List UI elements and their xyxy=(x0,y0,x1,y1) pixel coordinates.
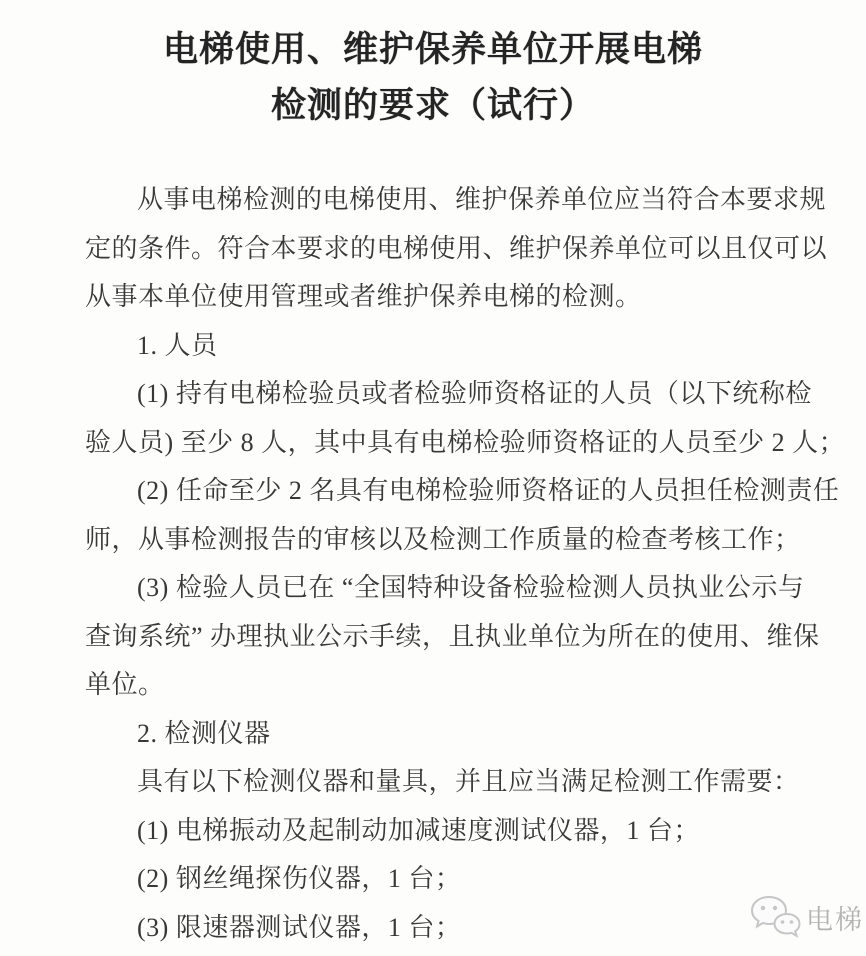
document-line: 单位。 xyxy=(85,670,165,699)
document-line: (1) 持有电梯检验员或者检验师资格证的人员（以下统称检 xyxy=(137,379,812,408)
document-title-line-1: 电梯使用、维护保养单位开展电梯 xyxy=(162,30,703,69)
wechat-icon xyxy=(748,892,802,942)
document-line: 具有以下检测仪器和量具，并且应当满足检测工作需要： xyxy=(137,767,800,796)
watermark xyxy=(748,892,864,942)
document-line: 从事电梯检测的电梯使用、维护保养单位应当符合本要求规 xyxy=(137,185,827,214)
document-line: (3) 检验人员已在 “全国特种设备检验检测人员执业公示与 xyxy=(137,573,805,602)
document-line: 师，从事检测报告的审核以及检测工作质量的检查考核工作； xyxy=(85,524,801,554)
document-title xyxy=(0,0,866,134)
document-line: 查询系统” 办理执业公示手续，且执业单位为所在的使用、维保 xyxy=(85,621,820,651)
watermark-label: 电梯 xyxy=(806,904,864,935)
section-heading-personnel: 1. 人员 xyxy=(137,330,218,360)
document-body xyxy=(85,176,846,952)
section-heading-instruments: 2. 检测仪器 xyxy=(137,718,271,748)
document-line: 验人员) 至少 8 人，其中具有电梯检验师资格证的人员至少 2 人； xyxy=(85,427,846,457)
document-line: (2) 任命至少 2 名具有电梯检验师资格证的人员担任检测责任 xyxy=(137,476,840,505)
document-line: 从事本单位使用管理或者维护保养电梯的检测。 xyxy=(85,282,642,311)
document-line: (1) 电梯振动及起制动加减速度测试仪器，1 台； xyxy=(137,815,700,845)
document-line: (3) 限速器测试仪器，1 台； xyxy=(137,912,462,942)
document-line: (2) 钢丝绳探伤仪器，1 台； xyxy=(137,864,462,893)
document-line: 定的条件。符合本要求的电梯使用、维护保养单位可以且仅可以 xyxy=(85,233,828,263)
document-title-line-2: 检测的要求（试行） xyxy=(270,86,595,125)
